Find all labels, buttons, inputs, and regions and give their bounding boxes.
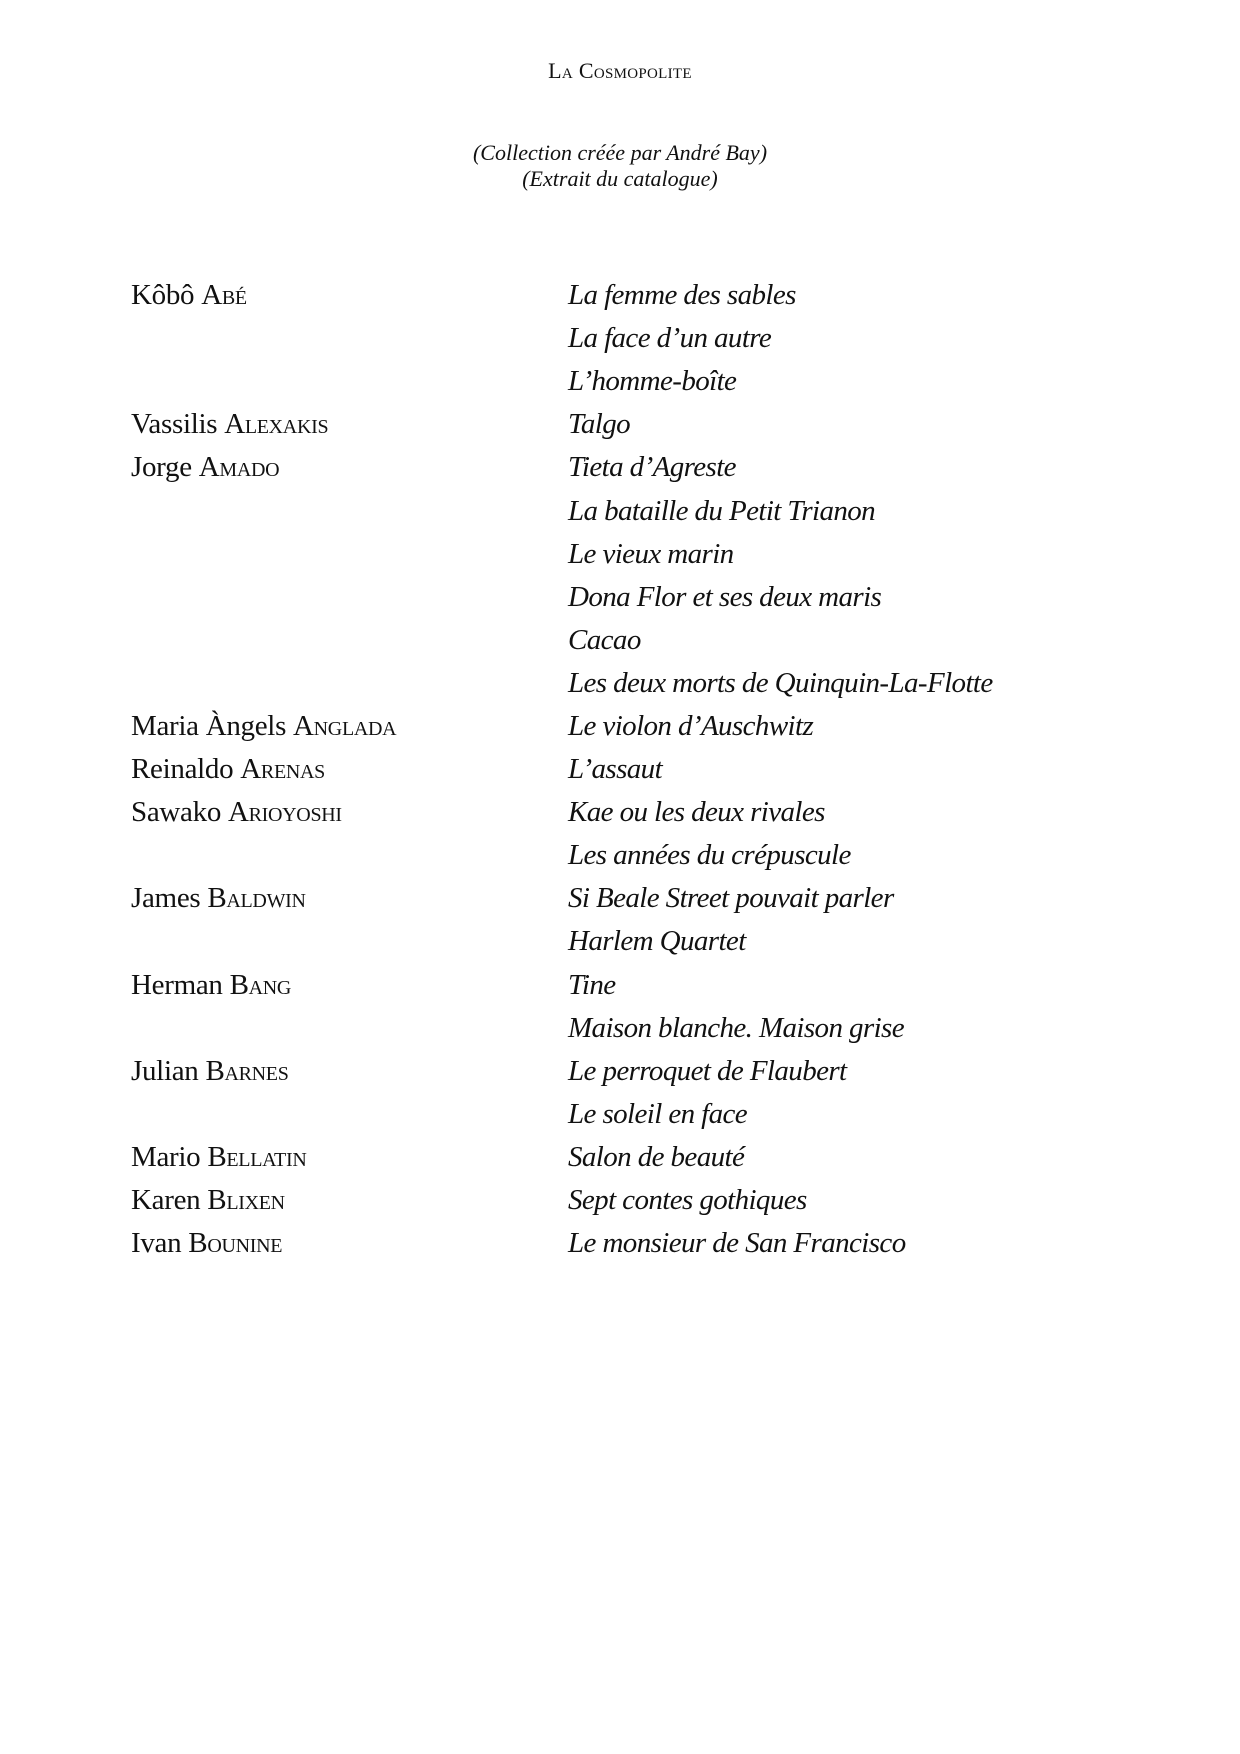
author-last-name: Amado (198, 451, 280, 484)
catalogue-entry (131, 533, 1131, 576)
catalogue-entry (131, 791, 1131, 834)
catalogue-entry (131, 834, 1131, 877)
catalogue-list (131, 274, 1131, 1265)
collection-subtitle: (Collection créée par André Bay) (472, 140, 768, 165)
author-name (131, 1227, 568, 1260)
catalogue-entry (131, 360, 1131, 403)
catalogue-entry (131, 403, 1131, 446)
author-first-name: Reinaldo (131, 753, 234, 786)
catalogue-entry (131, 877, 1131, 920)
work-title: Le perroquet de Flaubert (568, 1054, 847, 1087)
author-name (131, 969, 568, 1002)
catalogue-entry (131, 274, 1131, 317)
catalogue-entry (131, 748, 1131, 791)
work-title: Le monsieur de San Francisco (568, 1227, 906, 1260)
work-title: La face d’un autre (568, 322, 772, 355)
author-name (131, 1055, 568, 1088)
catalogue-note: (Extrait du catalogue) (522, 166, 718, 191)
author-last-name: Arenas (240, 753, 325, 786)
author-name (131, 1141, 568, 1174)
author-name (131, 408, 568, 441)
work-title: Kae ou les deux rivales (568, 796, 825, 829)
catalogue-entry (131, 1050, 1131, 1093)
author-first-name: Herman (131, 968, 223, 1001)
author-last-name: Alexakis (224, 408, 329, 441)
work-title: Sept contes gothiques (568, 1184, 807, 1217)
author-name (131, 451, 568, 484)
author-last-name: Bellatin (207, 1140, 307, 1173)
author-name (131, 710, 568, 743)
author-last-name: Bounine (188, 1227, 283, 1260)
catalogue-entry (131, 1222, 1131, 1265)
author-first-name: Vassilis (131, 408, 218, 441)
work-title: Le violon d’Auschwitz (568, 709, 814, 742)
author-last-name: Arioyoshi (227, 796, 342, 829)
work-title: Cacao (568, 623, 641, 656)
work-title: Le vieux marin (568, 537, 734, 570)
author-name (131, 796, 568, 829)
author-first-name: Karen (131, 1184, 201, 1217)
author-last-name: Bang (229, 968, 292, 1001)
work-title: Tine (568, 968, 616, 1001)
work-title: Tieta d’Agreste (568, 451, 736, 484)
work-title: L’homme-boîte (568, 365, 737, 398)
author-last-name: Anglada (293, 709, 397, 742)
catalogue-entry (131, 489, 1131, 532)
catalogue-entry (131, 446, 1131, 489)
work-title: La femme des sables (568, 279, 796, 312)
work-title: Maison blanche. Maison grise (568, 1011, 905, 1044)
work-title: Talgo (568, 408, 631, 441)
work-title: Les deux morts de Quinquin-La-Flotte (568, 666, 993, 699)
work-title: Harlem Quartet (568, 925, 746, 958)
work-title: Salon de beauté (568, 1140, 745, 1173)
work-title: L’assaut (568, 753, 663, 786)
author-first-name: Ivan (131, 1227, 182, 1260)
catalogue-entry (131, 662, 1131, 705)
author-first-name: Mario (131, 1140, 201, 1173)
author-first-name: Maria Àngels (131, 709, 287, 742)
author-first-name: Jorge (131, 451, 192, 484)
author-first-name: Julian (131, 1054, 199, 1087)
work-title: Si Beale Street pouvait parler (568, 882, 894, 915)
catalogue-entry (131, 1093, 1131, 1136)
work-title: Le soleil en face (568, 1097, 748, 1130)
collection-title: La Cosmopolite (548, 58, 692, 83)
catalogue-entry (131, 920, 1131, 963)
catalogue-entry (131, 1179, 1131, 1222)
author-name (131, 882, 568, 915)
work-title: La bataille du Petit Trianon (568, 494, 876, 527)
catalogue-entry (131, 705, 1131, 748)
catalogue-entry (131, 964, 1131, 1007)
author-last-name: Blixen (207, 1184, 285, 1217)
catalogue-entry (131, 619, 1131, 662)
catalogue-entry (131, 576, 1131, 619)
catalogue-entry (131, 317, 1131, 360)
work-title: Dona Flor et ses deux maris (568, 580, 882, 613)
author-first-name: Sawako (131, 796, 222, 829)
author-first-name: Kôbô (131, 279, 195, 312)
catalogue-entry (131, 1136, 1131, 1179)
author-name (131, 1184, 568, 1217)
author-name (131, 279, 568, 312)
author-last-name: Baldwin (207, 882, 306, 915)
author-name (131, 753, 568, 786)
work-title: Les années du crépuscule (568, 839, 851, 872)
author-last-name: Abé (201, 279, 247, 312)
author-last-name: Barnes (205, 1054, 289, 1087)
catalogue-entry (131, 1007, 1131, 1050)
author-first-name: James (131, 882, 201, 915)
